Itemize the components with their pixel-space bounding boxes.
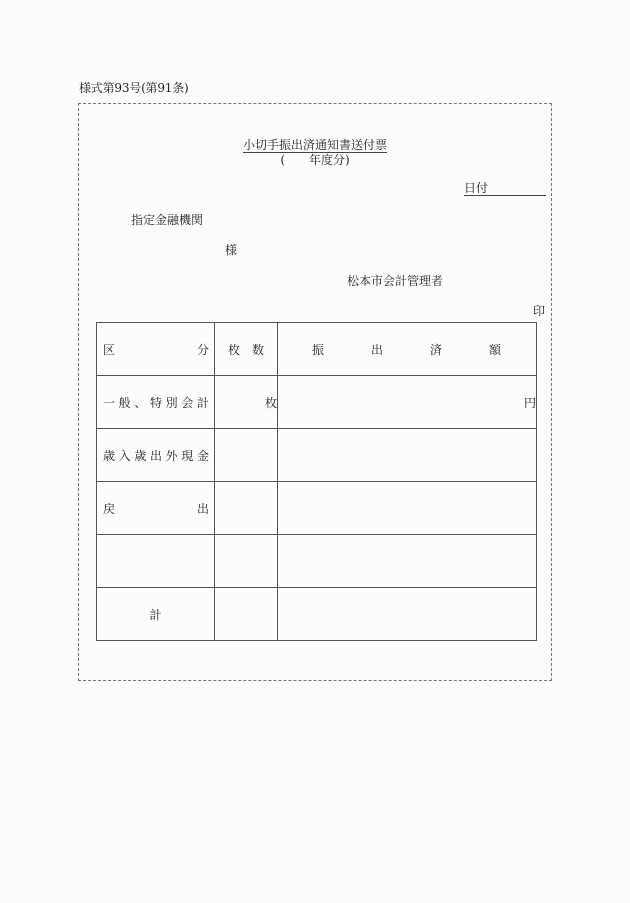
date-label: 日付: [464, 181, 489, 195]
row-category-total: 計: [97, 588, 215, 641]
table-total-row: [97, 588, 537, 641]
row-count-field[interactable]: 枚: [215, 376, 278, 429]
table-header-row: [97, 323, 537, 376]
header-count: 枚 数: [215, 323, 278, 376]
fiscal-year: ( 年度分): [280, 153, 350, 167]
row-amount-field[interactable]: [278, 429, 537, 482]
table-row: [97, 429, 537, 482]
row-amount-field[interactable]: [278, 482, 537, 535]
row-category: 戻 出: [97, 482, 215, 535]
table-row: [97, 482, 537, 535]
table-row: [97, 535, 537, 588]
title-text: 小切手振出済通知書送付票: [242, 138, 387, 152]
row-category: 一 般 、 特 別 会 計: [97, 376, 215, 429]
header-amount: 振 出 済 額: [278, 323, 537, 376]
header-category: 区 分: [97, 323, 215, 376]
row-count-field[interactable]: [215, 429, 278, 482]
row-count-field[interactable]: [215, 535, 278, 588]
sender-name: 松本市会計管理者: [347, 274, 444, 288]
seal-mark: 印: [533, 304, 546, 318]
row-category-blank[interactable]: [97, 535, 215, 588]
form-number: 様式第93号(第91条): [79, 81, 189, 95]
recipient-bank: 指定金融機関: [131, 213, 204, 227]
table-row: [97, 376, 537, 429]
total-count-field[interactable]: [215, 588, 278, 641]
row-amount-field[interactable]: 円: [278, 376, 537, 429]
recipient-honorific: 様: [225, 243, 238, 257]
remittance-table: [96, 322, 537, 641]
row-count-field[interactable]: [215, 482, 278, 535]
row-amount-field[interactable]: [278, 535, 537, 588]
row-category: 歳 入 歳 出 外 現 金: [97, 429, 215, 482]
date-field[interactable]: [464, 181, 546, 196]
total-amount-field[interactable]: [278, 588, 537, 641]
